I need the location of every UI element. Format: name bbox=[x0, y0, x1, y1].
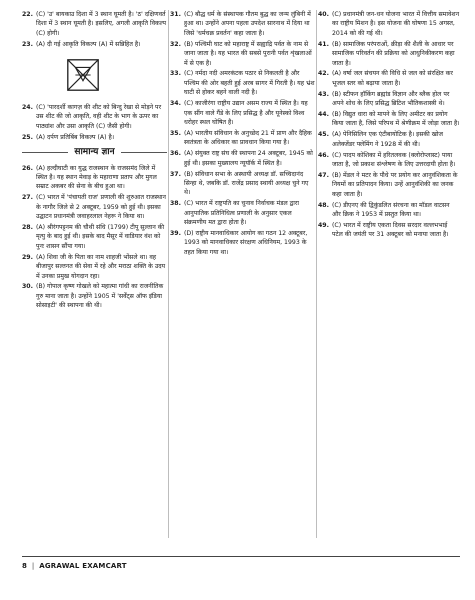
answer-text: (A) वर्षा जल संचयन की विधि से जल को संरक्षित कर भूजल स्तर को बढ़ाया जाता है। bbox=[331, 70, 453, 87]
answer-text: (B) संविधान सभा के अस्थायी अध्यक्ष डॉ. सच्चिदानंद सिन्हा थे, जबकि डॉ. राजेंद्र प्रसाद स्थायी अध्यक्ष चुने गए थे। bbox=[183, 170, 309, 197]
question-number: 47. bbox=[318, 172, 329, 179]
page-number: 8 bbox=[22, 562, 27, 570]
answer-item bbox=[170, 40, 315, 68]
answer-item bbox=[318, 69, 460, 88]
heading-rule bbox=[22, 152, 68, 153]
question-number: 36. bbox=[170, 150, 181, 158]
embedded-figure-diagram bbox=[64, 56, 102, 94]
question-number: 48. bbox=[318, 201, 329, 209]
answer-item bbox=[170, 129, 315, 148]
question-number: 25. bbox=[22, 133, 33, 141]
answer-text: (A) दर्पण प्रतिबिंब विकल्प (A) है। bbox=[35, 133, 115, 141]
question-number: 34. bbox=[170, 100, 181, 108]
answer-item bbox=[170, 199, 315, 227]
question-number: 43. bbox=[318, 90, 329, 98]
column-left bbox=[22, 10, 167, 312]
answer-item bbox=[318, 201, 460, 220]
answer-item bbox=[318, 90, 460, 109]
answer-item bbox=[318, 171, 460, 199]
publisher-brand: AGRAWAL EXAMCART bbox=[39, 562, 127, 570]
answer-item bbox=[318, 221, 460, 240]
answer-item bbox=[318, 10, 460, 38]
question-number: 35. bbox=[170, 129, 181, 137]
page-footer bbox=[22, 556, 460, 575]
question-number: 27. bbox=[22, 194, 33, 202]
answer-item bbox=[22, 253, 167, 281]
question-number: 24. bbox=[22, 104, 33, 112]
answer-text: (C) भारत में 'पंचायती राज' प्रणाली की शुरुआत राजस्थान के नागौर जिले से 2 अक्टूबर, 1959 को हुई थी। इसका उद्घाटन प्रधानमंत्री जवाहरलाल नेहरू ने किया था। bbox=[35, 194, 166, 221]
answer-text: (C) भारत में राष्ट्रपति का चुनाव निर्वाचक मंडल द्वारा आनुपातिक प्रतिनिधित्व प्रणाली के अनुसार एकल संक्रमणीय मत द्वारा होता है। bbox=[183, 200, 299, 227]
answer-text: (A) दी गई आकृति विकल्प (A) में सन्निहित है। bbox=[35, 40, 141, 48]
answer-text: (A) श्रीरंगपट्टनम की चौथी संधि (1799) टीपू सुल्तान की मृत्यु के बाद हुई थी। इसके बाद मैसूर में वाडियार वंश को पुनः शासन सौंपा गया। bbox=[35, 224, 165, 250]
column-right bbox=[318, 10, 460, 241]
question-number: 44. bbox=[318, 111, 329, 119]
question-number: 45. bbox=[318, 131, 329, 139]
answer-text: (C) प्रधानमंत्री जन-धन योजना भारत में वित्तीय समावेशन का राष्ट्रीय मिशन है। इस योजना की घोषणा 15 अगस्त, 2014 को की गई थी। bbox=[331, 11, 460, 37]
answer-text: (C) पादप कोशिका में हरितलवक (क्लोरोप्लास्ट) पाया जाता है, जो प्रकाश संश्लेषण के लिए उत्तरदायी होता है। bbox=[331, 151, 456, 169]
section-title: सामान्य ज्ञान bbox=[74, 147, 115, 158]
answer-text: (A) हल्दीघाटी का युद्ध राजस्थान के राजसमंद जिले में स्थित है। यह स्थान मेवाड़ के महाराणा प्रताप और मुगल सम्राट अकबर की सेना के बीच हुआ था। bbox=[35, 164, 157, 191]
answer-text: (C) 'पारदर्शी कागज़ की शीट को बिन्दु रेखा से मोड़ने पर उस शीट की जो आकृति, वही शीट के भाग के ऊपर का पाठ्यांश और उसा आकृति (C) जैसी होगी। bbox=[35, 104, 162, 130]
question-number: 22. bbox=[22, 11, 33, 18]
answer-text: (C) नर्मदा नदी अमरकंटक पठार से निकलती है और पश्चिम की ओर बहती हुई अरब सागर में गिरती है। यह भ्रंश घाटी से होकर बहने वाली नदी है। bbox=[183, 70, 315, 97]
answer-text: (C) बौद्ध धर्म के संस्थापक गौतम बुद्ध का जन्म लुंबिनी में हुआ था। उन्होंने अपना पहला उपदेश सारनाथ में दिया था जिसे 'धर्मचक्र प्रवर्तन' कहा जाता है। bbox=[183, 11, 311, 37]
column-middle bbox=[170, 10, 315, 259]
answer-text: (A) संयुक्त राष्ट्र संघ की स्थापना 24 अक्टूबर, 1945 को हुई थी। इसका मुख्यालय न्यूयॉर्क में स्थित है। bbox=[183, 150, 313, 167]
answer-text: (C) डीएनए की द्विकुंडलित संरचना का मॉडल वाटसन और क्रिक ने 1953 में प्रस्तुत किया था। bbox=[331, 201, 450, 219]
answer-item bbox=[318, 130, 460, 149]
question-number: 32. bbox=[170, 40, 181, 48]
question-number: 46. bbox=[318, 151, 329, 159]
answer-item bbox=[22, 10, 167, 38]
answer-item bbox=[170, 99, 315, 127]
heading-rule bbox=[121, 152, 167, 153]
answer-text: (C) भारत में राष्ट्रीय एकता दिवस सरदार वल्लभभाई पटेल की जयंती पर 31 अक्टूबर को मनाया जाता है। bbox=[331, 222, 449, 239]
question-number: 38. bbox=[170, 200, 181, 208]
column-divider bbox=[316, 10, 317, 538]
question-number: 41. bbox=[318, 40, 329, 48]
question-number: 39. bbox=[170, 229, 181, 237]
answer-item bbox=[22, 103, 167, 131]
question-number: 33. bbox=[170, 70, 181, 78]
answer-item bbox=[22, 40, 167, 49]
answer-text: (B) गोपाल कृष्ण गोखले को महात्मा गांधी का राजनीतिक गुरु माना जाता है। उन्होंने 1905 में 'सर्वेंट्स ऑफ इंडिया सोसाइटी' की स्थापना की थी। bbox=[35, 283, 164, 310]
answer-text: (C) काजीरंगा राष्ट्रीय उद्यान असम राज्य में स्थित है। यह एक सींग वाले गैंडे के लिए प्रसिद्ध है और यूनेस्को विश्व धरोहर स्थल घोषित है। bbox=[183, 100, 308, 126]
question-number: 29. bbox=[22, 253, 33, 261]
answer-item bbox=[170, 69, 315, 97]
answer-item bbox=[170, 229, 315, 257]
question-number: 49. bbox=[318, 222, 329, 230]
answer-text: (C) 'उ' बायकाउ दिशा में 3 स्थान घूमती है। 'ठ' दक्षिणवर्त दिशा में 3 स्थान घूमती है। इसलिए, अगली आकृति विकल्प (C) होगी। bbox=[35, 11, 166, 37]
answer-item bbox=[22, 133, 167, 142]
answer-text: (B) स्टीफन हॉकिंग ब्रह्मांड विज्ञान और ब्लैक होल पर अपने शोध के लिए प्रसिद्ध ब्रिटिश भौतिकशास्त्री थे। bbox=[331, 90, 450, 108]
answer-text: (A) भारतीय संविधान के अनुच्छेद 21 में प्राण और दैहिक स्वतंत्रता के अधिकार का प्रावधान किया गया है। bbox=[183, 129, 312, 147]
question-number: 26. bbox=[22, 164, 33, 172]
footer-separator: | bbox=[31, 562, 35, 570]
answer-item bbox=[22, 223, 167, 251]
answer-text: (D) राष्ट्रीय मानवाधिकार आयोग का गठन 12 अक्टूबर, 1993 को मानवाधिकार संरक्षण अधिनियम, 1993 के तहत किया गया था। bbox=[183, 229, 308, 256]
answer-text: (B) सामाजिक परंपराओं, क्रीड़ा की शैली के आधार पर सामाजिक परिवर्तन की प्रक्रिया को आधुनिकीकरण कहा जाता है। bbox=[331, 40, 455, 67]
answer-text: (B) पश्चिमी घाट को महाराष्ट्र में सह्याद्रि पर्वत के नाम से जाना जाता है। यह भारत की सबसे पुरानी पर्वत शृंखलाओं में से एक है। bbox=[183, 40, 312, 67]
answer-item bbox=[170, 149, 315, 168]
question-number: 40. bbox=[318, 11, 329, 18]
question-number: 28. bbox=[22, 224, 33, 231]
answer-item bbox=[22, 164, 167, 192]
question-number: 30. bbox=[22, 283, 33, 291]
column-divider bbox=[168, 10, 169, 538]
answer-text: (A) पेनिसिलिन एक एंटीबायोटिक है। इसकी खोज अलेक्जेंडर फ्लेमिंग ने 1928 में की थी। bbox=[331, 131, 443, 148]
answer-item bbox=[22, 193, 167, 221]
section-heading bbox=[22, 148, 167, 157]
answer-item bbox=[170, 170, 315, 198]
question-number: 23. bbox=[22, 40, 33, 48]
answer-text: (A) शिवा जी के पिता का नाम शाहजी भोंसले था। वह बीजापुर सल्तनत की सेवा में रहे और मराठा शक्ति के उदय में उनका प्रमुख योगदान रहा। bbox=[35, 253, 166, 280]
answer-item bbox=[318, 110, 460, 129]
answer-item bbox=[170, 10, 315, 38]
answer-text: (B) मेंडल ने मटर के पौधे पर प्रयोग कर आनुवंशिकता के नियमों का प्रतिपादन किया। उन्हें आनुवंशिकी का जनक कहा जाता है। bbox=[331, 172, 458, 198]
answer-item bbox=[22, 282, 167, 310]
question-number: 31. bbox=[170, 11, 181, 18]
answer-item bbox=[318, 40, 460, 68]
answer-text: (B) विद्युत धारा को मापने के लिए अमीटर का प्रयोग किया जाता है, जिसे परिपथ में श्रेणीक्रम में जोड़ा जाता है। bbox=[331, 111, 460, 128]
question-number: 37. bbox=[170, 170, 181, 178]
question-number: 42. bbox=[318, 70, 329, 78]
answer-item bbox=[318, 151, 460, 170]
